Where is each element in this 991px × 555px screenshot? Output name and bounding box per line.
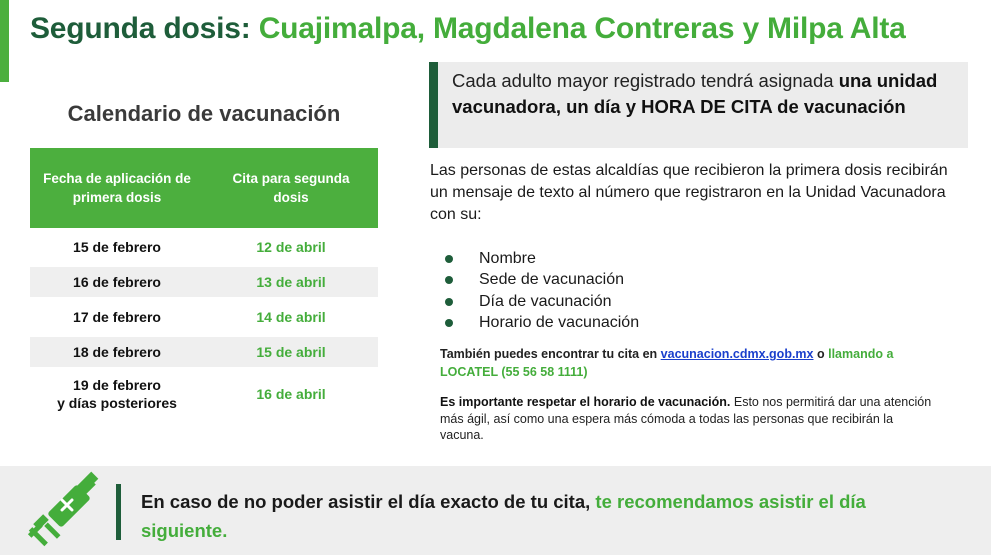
footer-message bbox=[141, 487, 931, 545]
table-header bbox=[30, 148, 378, 228]
footer-highlight: te recomendamos asistir el día siguiente. bbox=[141, 491, 866, 541]
list-item bbox=[445, 291, 639, 313]
appointment-callout bbox=[429, 62, 968, 148]
footer-text: En caso de no poder asistir el día exacto de tu cita, bbox=[141, 491, 591, 512]
table-row bbox=[30, 372, 378, 416]
table-row bbox=[30, 302, 378, 332]
table-row bbox=[30, 337, 378, 367]
title-highlight: Cuajimalpa, Magdalena Contreras y Milpa Alta bbox=[258, 12, 906, 45]
vaccination-site-link[interactable]: vacunacion.cdmx.gob.mx bbox=[660, 347, 814, 361]
schedule-note bbox=[440, 394, 940, 444]
first-dose-date-line2: y días posteriores bbox=[57, 395, 177, 411]
locatel-phone: llamando a LOCATEL (55 56 58 1111) bbox=[440, 347, 894, 379]
second-dose-date: 14 de abril bbox=[256, 309, 326, 325]
note2-bold: Es importante respetar el horario de vacunación. bbox=[440, 395, 731, 409]
list-item bbox=[445, 248, 639, 270]
callout-text: Cada adulto mayor registrado tendrá asignada bbox=[452, 70, 834, 91]
first-dose-date-line1: 19 de febrero bbox=[73, 377, 161, 393]
table-row bbox=[30, 232, 378, 262]
list-item bbox=[445, 313, 639, 335]
column-header-first-dose: Fecha de aplicación de primera dosis bbox=[43, 171, 191, 205]
info-paragraph: Las personas de estas alcaldías que recibieron la primera dosis recibirán un mensaje de texto al número que registraron en la Unidad Vacunadora con su: bbox=[430, 162, 948, 223]
first-dose-date: 16 de febrero bbox=[73, 274, 161, 290]
first-dose-date: 17 de febrero bbox=[73, 309, 161, 325]
footer-banner bbox=[0, 466, 991, 555]
list-item-label: Sede de vacunación bbox=[479, 271, 624, 289]
left-accent-bar bbox=[0, 0, 9, 82]
note2-text: Esto nos permitirá dar una atención más ágil, así como una espera más cómoda a todas las personas que recibirán la vacuna. bbox=[440, 395, 932, 442]
footer-accent-bar bbox=[116, 484, 121, 540]
calendar-title: Calendario de vacunación bbox=[67, 101, 341, 126]
first-dose-date bbox=[30, 376, 204, 412]
bullet-icon bbox=[445, 319, 453, 327]
second-dose-date: 13 de abril bbox=[256, 274, 326, 290]
bullet-icon bbox=[445, 276, 453, 284]
second-dose-date: 12 de abril bbox=[256, 239, 326, 255]
vaccination-calendar-table bbox=[30, 148, 378, 421]
column-header-second-dose: Cita para segunda dosis bbox=[232, 171, 350, 205]
title-prefix: Segunda dosis: bbox=[30, 12, 251, 45]
bullet-icon bbox=[445, 298, 453, 306]
note1-prefix: También puedes encontrar tu cita en bbox=[440, 347, 658, 361]
syringe-icon bbox=[26, 470, 104, 550]
page-title bbox=[30, 12, 906, 46]
bullet-icon bbox=[445, 255, 453, 263]
list-item-label: Día de vacunación bbox=[479, 292, 612, 310]
first-dose-date: 18 de febrero bbox=[73, 344, 161, 360]
second-dose-date: 16 de abril bbox=[256, 386, 326, 402]
second-dose-date: 15 de abril bbox=[256, 344, 326, 360]
list-item bbox=[445, 270, 639, 292]
sms-contents-list bbox=[445, 248, 639, 334]
note1-or: o bbox=[816, 347, 825, 361]
list-item-label: Nombre bbox=[479, 249, 536, 267]
find-appointment-note bbox=[440, 345, 940, 381]
list-item-label: Horario de vacunación bbox=[479, 314, 640, 332]
table-row bbox=[30, 267, 378, 297]
first-dose-date: 15 de febrero bbox=[73, 239, 161, 255]
callout-bold: una unidad vacunadora, un día y HORA DE CITA de vacunación bbox=[452, 70, 938, 117]
